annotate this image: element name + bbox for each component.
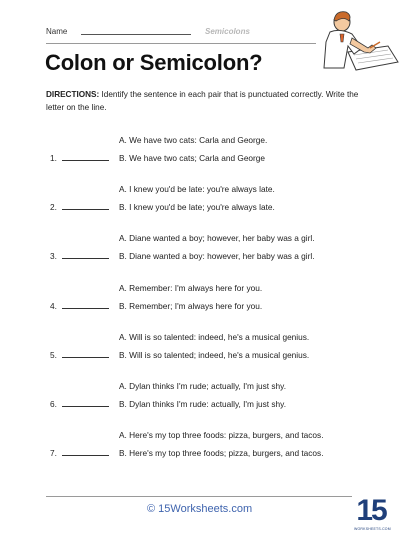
answer-line[interactable]	[62, 258, 109, 259]
option-a: A. Remember: I'm always here for you.	[119, 283, 263, 293]
option-a: A. Will is so talented: indeed, he's a musical genius.	[119, 332, 310, 342]
name-line	[81, 34, 191, 35]
site-logo	[354, 494, 391, 536]
question-number: 2.	[50, 202, 57, 212]
question-number: 1.	[50, 153, 57, 163]
option-b: B. Here's my top three foods; pizza, burgers, and tacos.	[119, 448, 324, 458]
question-number: 5.	[50, 350, 57, 360]
option-b: B. Remember; I'm always here for you.	[119, 301, 263, 311]
option-a: A. I knew you'd be late: you're always late.	[119, 184, 275, 194]
option-a: A. Dylan thinks I'm rude; actually, I'm just shy.	[119, 381, 287, 391]
option-b: B. Diane wanted a boy: however, her baby was a girl.	[119, 251, 315, 261]
answer-line[interactable]	[62, 455, 109, 456]
logo-number: 15	[356, 494, 386, 527]
answer-line[interactable]	[62, 209, 109, 210]
name-row	[46, 27, 191, 36]
worksheet-title: Colon or Semicolon?	[45, 50, 263, 75]
question-number: 6.	[50, 399, 57, 409]
copyright-link[interactable]: © 15Worksheets.com	[147, 503, 253, 515]
question-number: 7.	[50, 448, 57, 458]
option-b: B. Will is so talented; indeed, he's a musical genius.	[119, 350, 310, 360]
name-label: Name	[46, 27, 68, 36]
option-a: A. Diane wanted a boy; however, her baby was a girl.	[119, 233, 315, 243]
option-a: A. Here's my top three foods: pizza, burgers, and tacos.	[119, 430, 324, 440]
answer-line[interactable]	[62, 160, 109, 161]
question-number: 3.	[50, 251, 57, 261]
answer-line[interactable]	[62, 308, 109, 309]
logo-text: WORKSHEETS.COM	[354, 527, 391, 531]
writer-illustration	[318, 8, 400, 74]
option-b: B. We have two cats; Carla and George	[119, 153, 266, 163]
directions	[46, 88, 376, 114]
option-a: A. We have two cats: Carla and George.	[119, 135, 268, 145]
topic-label: Semicolons	[205, 27, 250, 36]
directions-text: Identify the sentence in each pair that is punctuated correctly. Write the letter on the line.	[46, 90, 359, 112]
footer-divider	[46, 496, 352, 497]
answer-line[interactable]	[62, 406, 109, 407]
option-b: B. I knew you'd be late; you're always late.	[119, 202, 275, 212]
header-divider	[46, 43, 316, 44]
question-number: 4.	[50, 301, 57, 311]
directions-label: DIRECTIONS:	[46, 90, 100, 99]
option-b: B. Dylan thinks I'm rude: actually, I'm just shy.	[119, 399, 287, 409]
answer-line[interactable]	[62, 357, 109, 358]
